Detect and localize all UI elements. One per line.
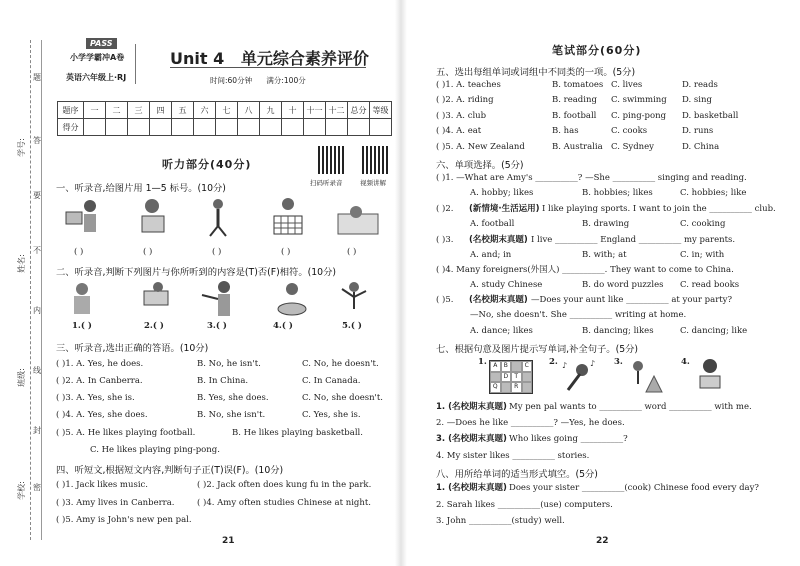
section3-title: 三、听录音,选出正确的答语。(10分) [56, 343, 209, 354]
q-opt-b: B. He likes playing basketball. [232, 428, 363, 438]
q-opt-c: C. cooks [611, 126, 648, 136]
q-tag: 1. (名校期末真题) [436, 483, 507, 493]
blank-paren[interactable]: ( ) [281, 247, 291, 257]
q-opt: C. in; with [680, 250, 725, 260]
pic-num: 3. [614, 357, 623, 367]
table-header-cell: 十一 [304, 102, 326, 119]
q-opt: B. with; at [582, 250, 627, 260]
side-mark: 不 [33, 246, 41, 255]
score-cell[interactable] [260, 119, 282, 136]
margin-line-solid [41, 40, 42, 540]
tf-item[interactable]: ( )4. Amy often studies Chinese at night. [197, 498, 371, 508]
q-stem[interactable]: ( )1. A. teaches [436, 80, 501, 90]
fill-line[interactable]: Who likes going __________? [509, 434, 628, 444]
puzzle-cell [501, 382, 512, 393]
word-puzzle-picture [489, 360, 533, 394]
q-stem[interactable]: ( )5. A. He likes playing football. [56, 428, 196, 438]
puzzle-cell [522, 382, 533, 393]
puzzle-cell [490, 372, 501, 383]
side-mark: 线 [33, 366, 41, 375]
q-opt: C. read books [680, 280, 740, 290]
score-cell[interactable] [326, 119, 348, 136]
table-header-cell: 总分 [348, 102, 370, 119]
puzzle-letter: C [522, 361, 533, 372]
q-opt-b: B. tomatoes [552, 80, 604, 90]
side-mark: 要 [33, 191, 41, 200]
item[interactable]: 4.( ) [273, 321, 293, 331]
tf-item[interactable]: ( )1. Jack likes music. [56, 480, 148, 490]
listening-pictures-row1 [60, 194, 400, 240]
reading-stories-picture [692, 356, 728, 394]
score-cell[interactable] [238, 119, 260, 136]
table-header-cell: 三 [128, 102, 150, 119]
score-cell[interactable] [370, 119, 392, 136]
singing-microphone-picture [560, 358, 600, 394]
q-opt-d: D. runs [682, 126, 714, 136]
q-prefix[interactable]: ( )2. [436, 204, 454, 214]
header-divider [135, 44, 136, 84]
section4-title: 四、听短文,根据短文内容,判断句子正(T)误(F)。(10分) [56, 465, 284, 476]
blank-paren[interactable]: ( ) [347, 247, 357, 257]
side-mark: 封 [33, 426, 41, 435]
q-opt-b: B. football [552, 111, 597, 121]
score-cell[interactable] [194, 119, 216, 136]
q-opt: B. dancing; likes [582, 326, 654, 336]
picture-boy-desk [144, 282, 168, 305]
q-opt-b: B. Australia [552, 142, 603, 152]
item[interactable]: 1.( ) [72, 321, 92, 331]
name-label: 姓名: [16, 254, 26, 273]
q-stem[interactable]: ( )1. A. Yes, he does. [56, 359, 144, 369]
fill-line[interactable]: My pen pal wants to __________ word __________ with me. [509, 402, 752, 412]
tf-item[interactable]: ( )2. Jack often does kung fu in the park. [197, 480, 372, 490]
picture-girl-dancing [342, 282, 366, 309]
section8-title: 八、用所给单词的适当形式填空。(5分) [436, 469, 598, 480]
table-header-cell: 十二 [326, 102, 348, 119]
q-tag: (新情境·生活运用) [469, 204, 540, 214]
score-cell[interactable] [150, 119, 172, 136]
margin-line-dashed [30, 40, 31, 540]
fill-line[interactable]: 2. Sarah likes __________(use) computers. [436, 500, 613, 510]
q-opt-b: B. Yes, she does. [197, 393, 269, 403]
table-header-cell: 十 [282, 102, 304, 119]
q-opt-b: B. No, he isn't. [197, 359, 261, 369]
q-opt-c: C. In Canada. [302, 376, 361, 386]
score-table [57, 101, 392, 136]
side-mark: 题 [33, 73, 41, 82]
q-stem[interactable]: ( )4. Many foreigners(外国人) __________. They want to come to China. [436, 265, 734, 275]
q-stem[interactable]: ( )3. A. club [436, 111, 487, 121]
table-header-cell: 八 [238, 102, 260, 119]
puzzle-letter: A [490, 361, 501, 372]
puzzle-letter: D [501, 372, 512, 383]
blank-paren[interactable]: ( ) [74, 247, 84, 257]
item[interactable]: 3.( ) [207, 321, 227, 331]
q-opt-c: C. swimming [611, 95, 667, 105]
q-stem: I like playing sports. I want to join the __________ club. [542, 204, 776, 214]
page-title: Unit 4 单元综合素养评价 [170, 49, 369, 68]
q-opt-b: B. No, she isn't. [197, 410, 266, 420]
q-opt: B. drawing [582, 219, 630, 229]
table-header-cell: 六 [194, 102, 216, 119]
fill-line[interactable]: 4. My sister likes __________ stories. [436, 451, 590, 461]
q-tag: 1. (名校期末真题) [436, 402, 507, 412]
hiking-picture [624, 358, 664, 394]
page-number: 21 [222, 536, 235, 546]
tf-item[interactable]: ( )3. Amy lives in Canberra. [56, 498, 175, 508]
puzzle-letter: B [501, 361, 512, 372]
puzzle-cell [511, 361, 522, 372]
q-stem: —Does your aunt like __________ at your party? [531, 295, 733, 305]
tf-item[interactable]: ( )5. Amy is John's new pen pal. [56, 515, 192, 525]
q-stem: I live __________ England __________ my parents. [531, 235, 736, 245]
score-cell[interactable] [216, 119, 238, 136]
q-stem[interactable]: ( )2. A. riding [436, 95, 494, 105]
q-opt-c: C. No, he doesn't. [302, 359, 379, 369]
page-number: 22 [596, 536, 609, 546]
q-opt: A. dance; likes [470, 326, 533, 336]
fill-line[interactable]: 2. —Does he like __________? —Yes, he does. [436, 418, 625, 428]
picture-girl-computer [66, 200, 96, 232]
table-header-cell: 题序 [58, 102, 84, 119]
q-opt: A. football [470, 219, 515, 229]
q-opt-c: C. Yes, she is. [302, 410, 361, 420]
picture-boy-reading [142, 199, 164, 232]
puzzle-letter: Q [490, 382, 501, 393]
score-cell[interactable] [172, 119, 194, 136]
q-stem[interactable]: ( )5. A. New Zealand [436, 142, 525, 152]
q-opt-d: D. China [682, 142, 720, 152]
score-cell[interactable] [106, 119, 128, 136]
section7-title: 七、根据句意及图片提示写单词,补全句子。(5分) [436, 344, 639, 355]
q-opt: A. study Chinese [470, 280, 543, 290]
q-opt: B. hobbies; likes [582, 188, 653, 198]
blank-paren[interactable]: ( ) [143, 247, 153, 257]
q-opt: B. do word puzzles [582, 280, 664, 290]
qr-code-icon[interactable] [318, 146, 346, 174]
q-opt-b: B. reading [552, 95, 597, 105]
side-mark: 内 [33, 306, 41, 315]
score-cell[interactable] [348, 119, 370, 136]
fill-line[interactable]: 3. John __________(study) well. [436, 516, 565, 526]
puzzle-letter: R [511, 382, 522, 393]
picture-man-hat [74, 283, 90, 314]
q-opt-d: D. reads [682, 80, 718, 90]
fill-line[interactable]: Does your sister __________(cook) Chinese food every day? [509, 483, 759, 493]
q-opt: C. cooking [680, 219, 726, 229]
pic-num: 1. [478, 357, 487, 367]
grade-label: 英语六年级上·RJ [66, 73, 127, 82]
section1-title: 一、听录音,给图片用 1—5 标号。(10分) [56, 183, 226, 194]
picture-chess-board [274, 198, 302, 234]
q-tag: (名校期末真题) [469, 295, 528, 305]
picture-boy-running [210, 199, 226, 236]
q-opt-c: C. lives [611, 80, 643, 90]
q-opt: A. and; in [470, 250, 512, 260]
picture-swimming [338, 206, 378, 234]
q-opt-d: D. sing [682, 95, 712, 105]
svg-text:♪: ♪ [590, 359, 596, 368]
table-header-cell: 等级 [370, 102, 392, 119]
class-label: 班级: [16, 368, 26, 387]
puzzle-letter: T [511, 372, 522, 383]
q-opt: A. hobby; likes [470, 188, 534, 198]
listening-part-title: 听力部分(40分) [162, 158, 252, 171]
table-header-cell: 七 [216, 102, 238, 119]
side-mark: 密 [33, 483, 41, 492]
pic-num: 2. [549, 357, 558, 367]
q-prefix[interactable]: ( )3. [436, 235, 454, 245]
table-header-cell: 二 [106, 102, 128, 119]
section6-title: 六、单项选择。(5分) [436, 160, 524, 171]
svg-text:♪: ♪ [562, 361, 568, 370]
q-opt-c: C. He likes playing ping-pong. [90, 445, 220, 455]
q-stem[interactable]: ( )1. —What are Amy's __________? —She __________ singing and reading. [436, 173, 747, 183]
picture-woman-pointing [202, 281, 230, 316]
section5-title: 五、选出每组单词或词组中不同类的一项。(5分) [436, 67, 636, 78]
q-stem[interactable]: ( )4. A. eat [436, 126, 482, 136]
q-opt: C. dancing; like [680, 326, 748, 336]
q-opt-d: D. basketball [682, 111, 739, 121]
series-label: 小学学霸冲A卷 [70, 53, 125, 62]
q-stem[interactable]: ( )3. A. Yes, she is. [56, 393, 135, 403]
school-label: 学校: [16, 481, 26, 500]
section2-title: 二、听录音,判断下列图片与你所听到的内容是(T)否(F)相符。(10分) [56, 267, 336, 278]
pic-num: 4. [681, 357, 690, 367]
listening-pictures-row2 [60, 279, 400, 319]
student-id-label: 学号: [16, 138, 26, 157]
qr-code-icon[interactable] [362, 146, 390, 174]
time-info: 时间:60分钟 满分:100分 [210, 76, 306, 85]
q-opt-b: B. has [552, 126, 579, 136]
score-cell[interactable] [304, 119, 326, 136]
score-row-label: 得分 [58, 119, 84, 136]
side-mark: 答 [33, 136, 41, 145]
item[interactable]: 5.( ) [342, 321, 362, 331]
title-underline [170, 67, 366, 68]
q-opt-c: C. No, she doesn't. [302, 393, 384, 403]
blank-paren[interactable]: ( ) [212, 247, 222, 257]
page-fold-shadow [395, 0, 407, 566]
q-stem[interactable]: ( )2. A. In Canberra. [56, 376, 143, 386]
q-opt-c: C. Sydney [611, 142, 654, 152]
table-header-cell: 一 [84, 102, 106, 119]
score-cell[interactable] [282, 119, 304, 136]
picture-girl-cooking [278, 283, 306, 315]
q-prefix[interactable]: ( )5. [436, 295, 454, 305]
writing-part-title: 笔试部分(60分) [552, 44, 642, 57]
puzzle-cell [522, 372, 533, 383]
qr1-label: 扫码听录音 [310, 179, 343, 187]
item[interactable]: 2.( ) [144, 321, 164, 331]
q-stem-b: —No, she doesn't. She __________ writing at home. [470, 310, 687, 320]
table-header-cell: 九 [260, 102, 282, 119]
q-stem[interactable]: ( )4. A. Yes, she does. [56, 410, 148, 420]
q-tag: (名校期末真题) [469, 235, 528, 245]
q-tag: 3. (名校期末真题) [436, 434, 507, 444]
qr2-label: 视频讲解 [360, 179, 386, 187]
q-opt-b: B. In China. [197, 376, 249, 386]
pass-badge: PASS [86, 38, 117, 49]
q-opt-c: C. ping-pong [611, 111, 667, 121]
table-header-cell: 五 [172, 102, 194, 119]
score-cell[interactable] [128, 119, 150, 136]
table-header-cell: 四 [150, 102, 172, 119]
score-cell[interactable] [84, 119, 106, 136]
q-opt: C. hobbies; like [680, 188, 747, 198]
